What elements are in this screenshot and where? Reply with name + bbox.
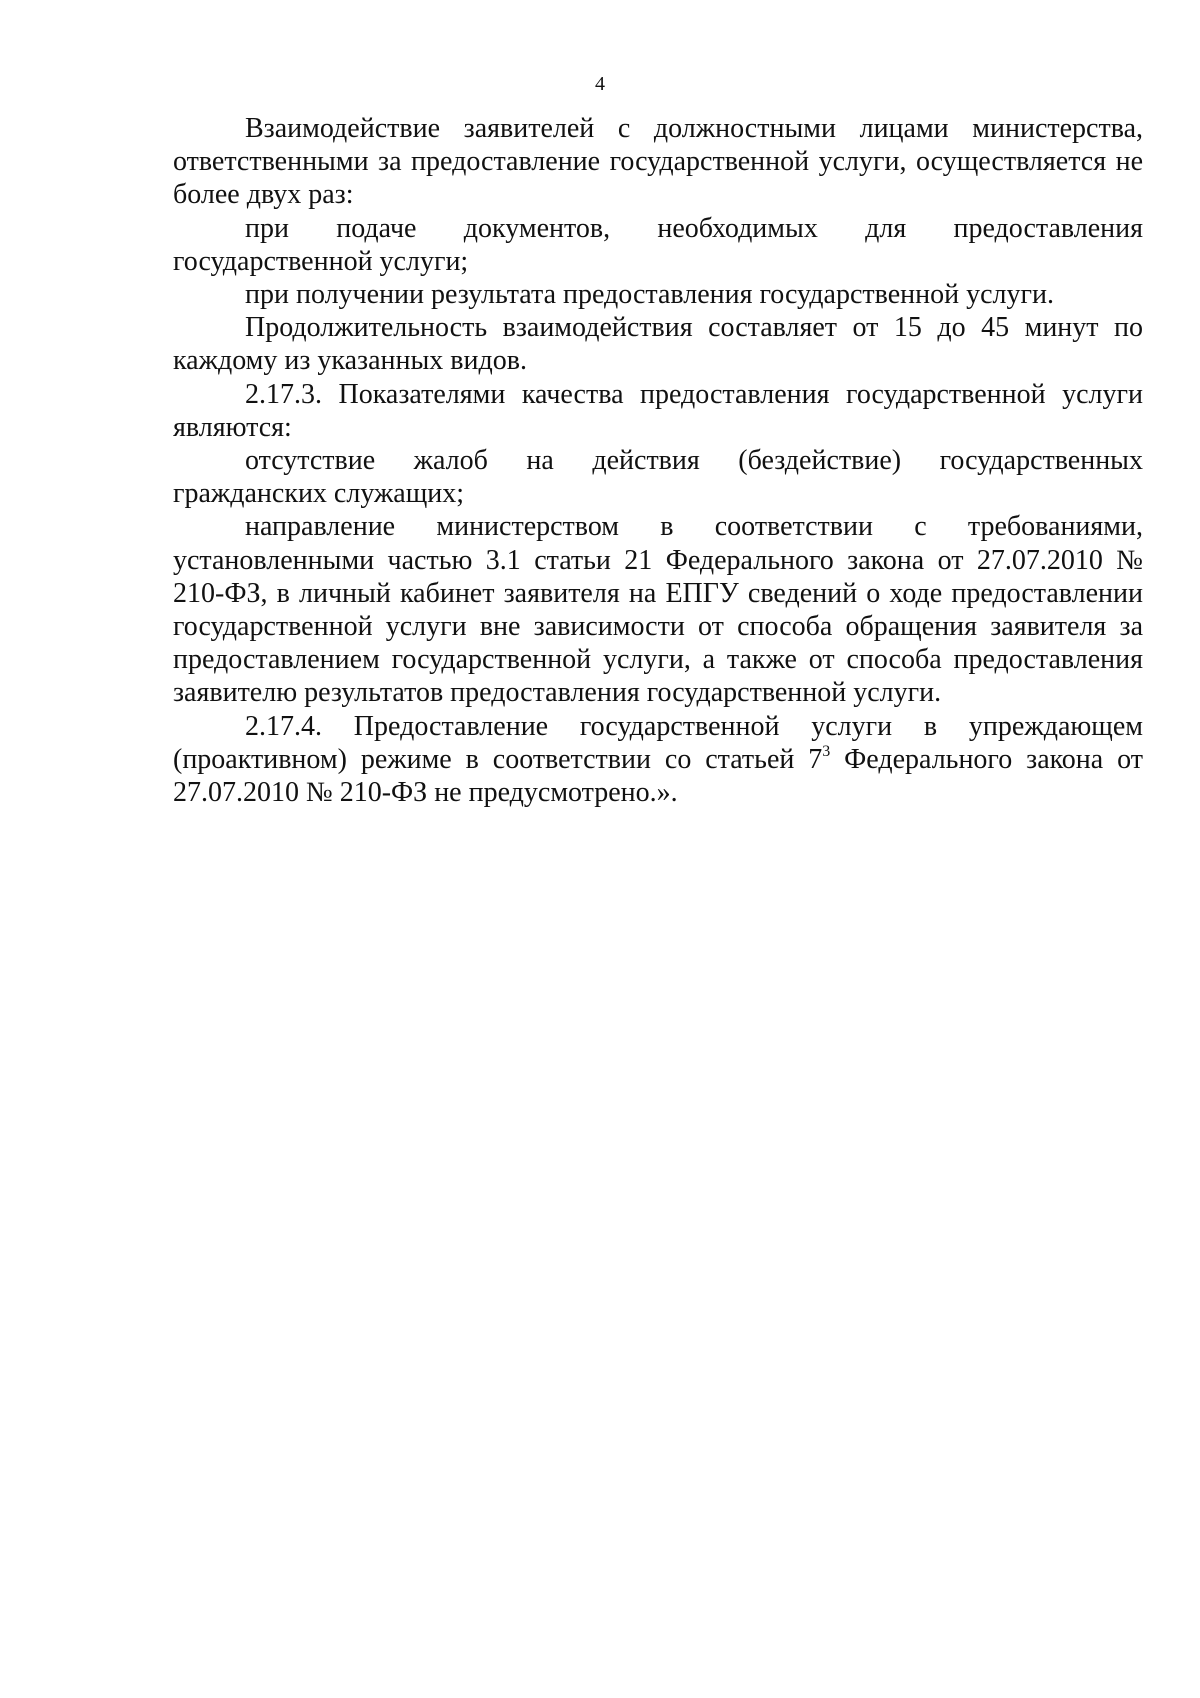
paragraph-no-complaints: отсутствие жалоб на действия (бездействие) государственных гражданских служащих; [173, 445, 1143, 510]
paragraph-document-submission: при подаче документов, необходимых для предоставления государственной услуги; [173, 212, 1143, 277]
section-2-17-4-text-after: Федерального закона от 27.07.2010 № 210-ФЗ не предусмотрено.». [173, 743, 1143, 809]
paragraph-result-receipt: при получении результата предоставления государственной услуги. [245, 279, 1054, 311]
paragraph-epgu-notification: направление министерством в соответствии с требованиями, установленными частью 3.1 статьи 21 Федерального закона от 27.07.2010 № 210-ФЗ, в личный кабинет заявителя на ЕПГУ сведений о ходе предоставлении государственной услуги вне зависимости от способа обращения заявителя за предоставлением государственной услуги, а также от способа предоставления заявителю результатов предоставления государственной услуги. [173, 511, 1143, 709]
section-2-17-4-text-before: 2.17.4. Предоставление государственной услуги в упреждающем (проактивном) режиме в соответствии со статьей 7 [173, 710, 1143, 775]
paragraph-section-2-17-3: 2.17.3. Показателями качества предоставления государственной услуги являются: [173, 378, 1143, 443]
paragraph-interaction-limit: Взаимодействие заявителей с должностными лицами министерства, ответственными за предоставление государственной услуги, осуществляется не более двух раз: [173, 113, 1143, 211]
document-body [173, 112, 1143, 809]
paragraph-interaction-duration: Продолжительность взаимодействия составляет от 15 до 45 минут по каждому из указанных видов. [173, 312, 1143, 377]
paragraph-section-2-17-4 [173, 710, 1143, 810]
page-number: 4 [595, 73, 605, 95]
superscript-article-number: 3 [822, 742, 831, 760]
